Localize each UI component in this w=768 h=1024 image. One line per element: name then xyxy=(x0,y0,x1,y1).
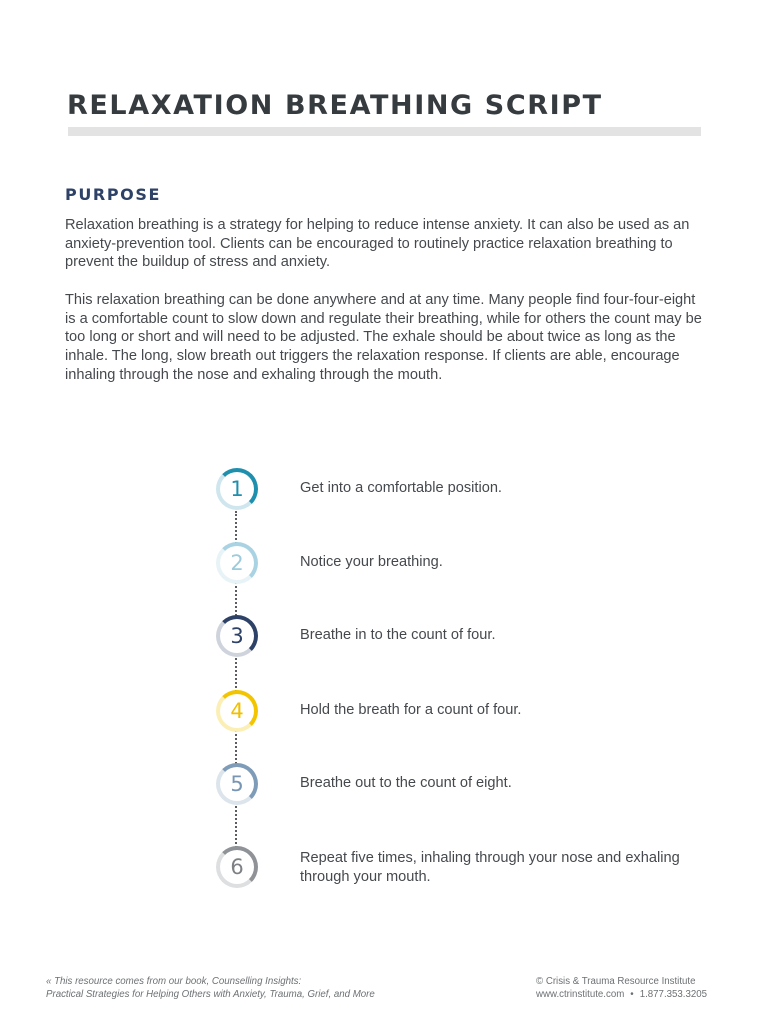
title-underline-bar xyxy=(68,127,701,136)
step-3 xyxy=(0,615,768,661)
step-number-circle xyxy=(216,542,258,584)
step-number: 3 xyxy=(230,623,244,648)
purpose-paragraph-1: Relaxation breathing is a strategy for helping to reduce intense anxiety. It can also be used as an anxiety-prevention tool. Clients can be encouraged to routinely practice relaxation breathing to prevent the buildup of stress and anxiety. xyxy=(65,217,690,271)
step-number: 1 xyxy=(230,476,244,501)
step-text: Notice your breathing. xyxy=(300,554,443,570)
bullet-separator: • xyxy=(630,989,634,1000)
footer-website-link[interactable]: www.ctrinstitute.com xyxy=(536,989,625,1000)
footer-contact xyxy=(536,975,707,1001)
step-text: Get into a comfortable position. xyxy=(300,480,502,496)
purpose-paragraph-2: This relaxation breathing can be done anywhere and at any time. Many people find four-four-eight is a comfortable count to slow down and regulate their breathing, while for others the count may be too long or short and will need to be adjusted. The exhale should be about twice as long as the inhale. The long, slow breath out triggers the relaxation response. If clients are able, encourage inhaling through the nose and exhaling through the mouth. xyxy=(65,292,702,383)
step-number-circle xyxy=(216,615,258,657)
step-number-circle xyxy=(216,846,258,888)
step-number-circle xyxy=(216,763,258,805)
step-text: Breathe out to the count of eight. xyxy=(300,775,512,791)
step-6 xyxy=(0,846,768,892)
footer-book-line-1: « This resource comes from our book, Counselling Insights: xyxy=(46,976,302,987)
step-number-circle xyxy=(216,468,258,510)
footer-copyright: © Crisis & Trauma Resource Institute xyxy=(536,976,696,987)
step-number: 2 xyxy=(230,550,244,575)
purpose-heading: PURPOSE xyxy=(65,185,162,204)
footer-phone: 1.877.353.3205 xyxy=(639,989,708,1000)
step-4 xyxy=(0,690,768,736)
step-text: Hold the breath for a count of four. xyxy=(300,702,522,718)
step-number: 6 xyxy=(230,854,244,879)
step-number: 5 xyxy=(230,771,244,796)
footer-book-credit xyxy=(46,975,375,1001)
step-number-circle xyxy=(216,690,258,732)
footer-book-line-2: Practical Strategies for Helping Others with Anxiety, Trauma, Grief, and More xyxy=(46,989,375,1000)
step-2 xyxy=(0,542,768,588)
step-text: Repeat five times, inhaling through your nose and exhaling through your mouth. xyxy=(300,850,680,885)
step-number: 4 xyxy=(230,698,244,723)
step-text: Breathe in to the count of four. xyxy=(300,627,496,643)
page-title: RELAXATION BREATHING SCRIPT xyxy=(67,90,603,121)
step-1 xyxy=(0,468,768,514)
step-5 xyxy=(0,763,768,809)
footer-contact-line xyxy=(536,988,707,1001)
